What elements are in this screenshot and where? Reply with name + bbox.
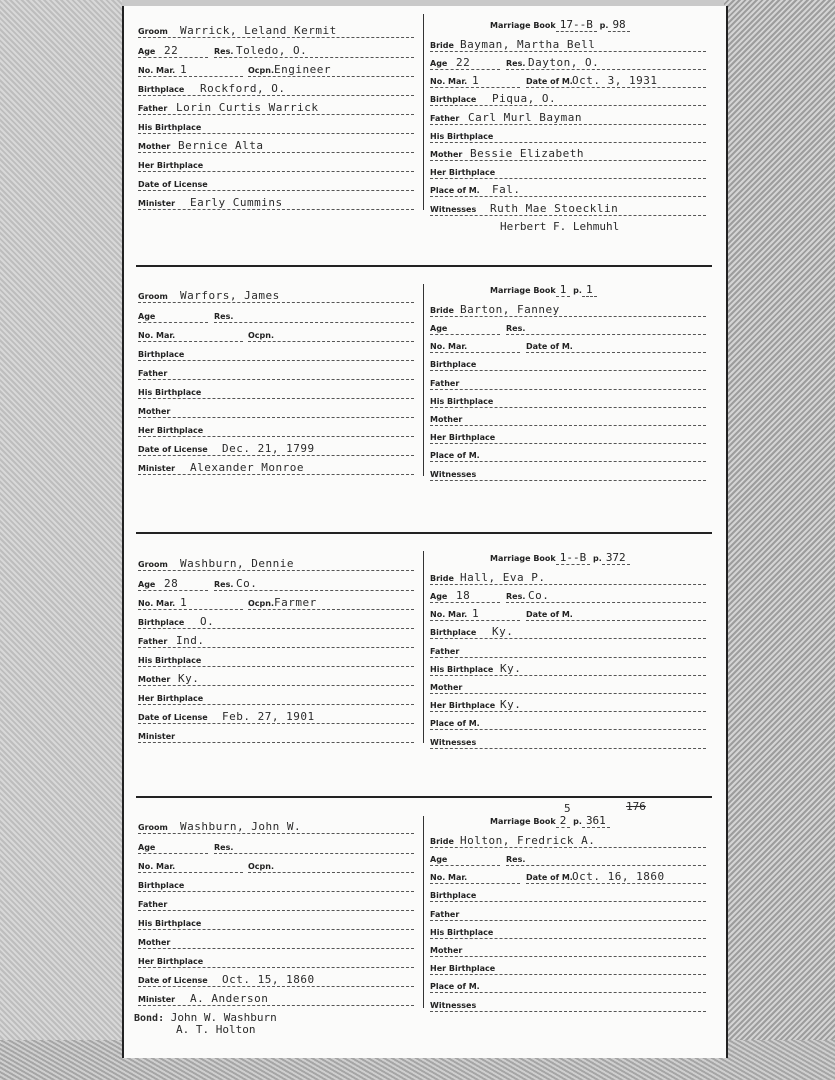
groom-minister-label: Minister	[138, 995, 176, 1004]
bride-place-of-m	[430, 716, 706, 730]
groom-minister-value: Alexander Monroe	[190, 461, 304, 474]
bride-name-value: Barton, Fanney	[460, 303, 560, 316]
groom-date-of-license-label: Date of License	[138, 976, 208, 985]
groom-age	[138, 840, 208, 854]
groom-minister-value: Early Cummins	[190, 196, 283, 209]
bride-witnesses-label: Witnesses	[430, 737, 477, 747]
groom-res-label: Res.	[214, 312, 234, 321]
groom-date-of-license	[138, 177, 414, 191]
bride-birthplace-value: Ky.	[492, 625, 514, 639]
bride-birthplace-label: Birthplace	[430, 891, 477, 901]
record-separator	[136, 265, 712, 267]
groom-name-label: Groom	[138, 27, 168, 36]
groom-birthplace	[138, 878, 414, 892]
bride-birthplace-label: Birthplace	[430, 95, 477, 105]
page-label: p.	[593, 554, 602, 563]
groom-ocpn	[248, 63, 414, 77]
bride-place-of-m	[430, 979, 706, 993]
column-divider	[423, 551, 424, 743]
groom-birthplace	[138, 82, 414, 96]
bride-birthplace	[430, 357, 706, 371]
bride-birthplace-label: Birthplace	[430, 360, 477, 370]
bride-her-birthplace-label: Her Birthplace	[430, 964, 496, 974]
bride-no-mar	[430, 607, 520, 621]
bride-name-value: Hall, Eva P.	[460, 571, 546, 584]
bride-father-label: Father	[430, 378, 460, 388]
bride-res-label: Res.	[506, 855, 526, 864]
groom-ocpn-label: Ocpn.	[248, 66, 275, 75]
groom-father-label: Father	[138, 104, 168, 113]
groom-father-label: Father	[138, 900, 168, 909]
groom-ocpn-label: Ocpn.	[248, 331, 275, 340]
groom-no-mar-value: 1	[180, 596, 188, 609]
groom-date-of-license	[138, 973, 414, 987]
column-divider	[423, 284, 424, 476]
bride-res-value: Dayton, O.	[528, 56, 600, 69]
groom-ocpn	[248, 328, 414, 342]
groom-res	[214, 309, 414, 323]
groom-father	[138, 897, 414, 911]
bride-date-of-m-value: Oct. 3, 1931	[572, 74, 658, 88]
bride-witness-second: Herbert F. Lehmuhl	[500, 219, 620, 233]
bride-his-birthplace	[430, 129, 706, 143]
bride-age-value: 18	[456, 589, 471, 602]
groom-mother-value: Bernice Alta	[178, 139, 264, 152]
bride-no-mar-value: 1	[472, 607, 480, 621]
bride-birthplace-value: Piqua, O.	[492, 92, 557, 106]
groom-minister-label: Minister	[138, 732, 176, 741]
groom-date-of-license-value: Dec. 21, 1799	[222, 442, 315, 455]
page-value: 361	[582, 814, 610, 828]
marriage-book-label: Marriage Book	[490, 286, 556, 295]
bride-mother-value: Bessie Elizabeth	[470, 147, 584, 160]
bride-name-label: Bride	[430, 41, 454, 50]
groom-ocpn-label: Ocpn.	[248, 599, 275, 608]
bride-age-value: 22	[456, 56, 471, 69]
bride-witnesses-label: Witnesses	[430, 469, 477, 479]
marriage-book-value: 1--B	[556, 551, 591, 565]
scan-edge-right	[724, 0, 835, 1080]
bride-date-of-m-label: Date of M.	[526, 610, 573, 620]
groom-father	[138, 366, 414, 380]
bride-no-mar	[430, 74, 520, 88]
groom-birthplace	[138, 615, 414, 629]
bride-her-birthplace-label: Her Birthplace	[430, 433, 496, 443]
bride-mother	[430, 412, 706, 426]
groom-age	[138, 577, 208, 591]
groom-minister	[138, 729, 414, 743]
bride-birthplace	[430, 888, 706, 902]
groom-minister	[138, 992, 414, 1006]
groom-his-birthplace-label: His Birthplace	[138, 919, 202, 928]
bride-witnesses-label: Witnesses	[430, 204, 477, 214]
groom-res-label: Res.	[214, 47, 234, 56]
bride-date-of-m-label: Date of M.	[526, 342, 573, 352]
groom-her-birthplace	[138, 954, 414, 968]
bride-age-label: Age	[430, 592, 448, 601]
bride-no-mar-label: No. Mar.	[430, 873, 468, 883]
groom-res-value: Co.	[236, 577, 258, 590]
bride-place-of-m-label: Place of M.	[430, 186, 480, 196]
groom-minister	[138, 461, 414, 475]
groom-no-mar	[138, 859, 243, 873]
groom-date-of-license-value: Oct. 15, 1860	[222, 973, 315, 986]
groom-his-birthplace-label: His Birthplace	[138, 123, 202, 132]
groom-name	[138, 820, 414, 834]
bride-res-label: Res.	[506, 324, 526, 333]
bride-name-label: Bride	[430, 574, 454, 583]
groom-his-birthplace	[138, 385, 414, 399]
groom-name-label: Groom	[138, 292, 168, 301]
page-label: p.	[573, 286, 582, 295]
bride-his-birthplace-label: His Birthplace	[430, 131, 494, 141]
struck-page-number: 176	[626, 800, 646, 813]
groom-name-label: Groom	[138, 560, 168, 569]
marriage-book-label: Marriage Book	[490, 554, 556, 563]
marriage-book-ref	[490, 551, 630, 564]
bride-birthplace	[430, 625, 706, 639]
marriage-book-ref	[490, 814, 610, 827]
bride-witnesses	[430, 202, 706, 216]
bride-witnesses-label: Witnesses	[430, 1000, 477, 1010]
groom-father-label: Father	[138, 637, 168, 646]
bride-name-label: Bride	[430, 306, 454, 315]
bride-his-birthplace	[430, 925, 706, 939]
bride-no-mar	[430, 870, 520, 884]
groom-his-birthplace-label: His Birthplace	[138, 656, 202, 665]
bride-his-birthplace-label: His Birthplace	[430, 664, 494, 674]
bride-witnesses	[430, 735, 706, 749]
bond-value: John W. Washburn	[170, 1011, 277, 1024]
bride-res-value: Co.	[528, 589, 550, 602]
page-value: 98	[608, 18, 629, 32]
bride-place-of-m-label: Place of M.	[430, 451, 480, 461]
bride-age	[430, 852, 500, 866]
marriage-book-label: Marriage Book	[490, 817, 556, 826]
bride-date-of-m	[526, 870, 706, 884]
struck-book-number: 5	[564, 802, 571, 815]
bride-age-label: Age	[430, 324, 448, 333]
bride-date-of-m	[526, 607, 706, 621]
marriage-book-label: Marriage Book	[490, 21, 556, 30]
bride-father	[430, 111, 706, 125]
bride-mother-label: Mother	[430, 946, 463, 955]
groom-ocpn-value: Farmer	[274, 596, 317, 609]
groom-birthplace	[138, 347, 414, 361]
bride-father	[430, 376, 706, 390]
groom-age-value: 22	[164, 44, 179, 57]
groom-mother	[138, 935, 414, 949]
groom-no-mar-label: No. Mar.	[138, 599, 176, 608]
bride-age	[430, 56, 500, 70]
groom-name-value: Warfors, James	[180, 289, 280, 302]
groom-father	[138, 101, 414, 115]
groom-father	[138, 634, 414, 648]
bride-father-value: Carl Murl Bayman	[468, 110, 582, 124]
bride-no-mar-label: No. Mar.	[430, 342, 468, 352]
groom-her-birthplace-label: Her Birthplace	[138, 957, 204, 966]
bride-mother-label: Mother	[430, 150, 463, 159]
bride-her-birthplace-value: Ky.	[500, 698, 522, 712]
groom-minister-label: Minister	[138, 464, 176, 473]
groom-date-of-license-value: Feb. 27, 1901	[222, 710, 315, 723]
groom-his-birthplace	[138, 120, 414, 134]
bride-no-mar-value: 1	[472, 74, 480, 88]
groom-no-mar	[138, 596, 243, 610]
groom-birthplace-value: O.	[200, 615, 215, 628]
groom-name-value: Washburn, John W.	[180, 820, 302, 833]
groom-res-value: Toledo, O.	[236, 44, 308, 57]
groom-age-label: Age	[138, 47, 156, 56]
bride-witnesses-value: Ruth Mae Stoecklin	[490, 201, 619, 215]
bride-her-birthplace	[430, 430, 706, 444]
groom-birthplace-label: Birthplace	[138, 85, 185, 94]
page-value: 372	[602, 551, 630, 565]
marriage-book-value: 17--B	[556, 18, 597, 32]
bride-res	[506, 589, 706, 603]
groom-minister	[138, 196, 414, 210]
groom-name	[138, 557, 414, 571]
groom-her-birthplace-label: Her Birthplace	[138, 161, 204, 170]
bride-father-label: Father	[430, 113, 460, 123]
bride-no-mar-label: No. Mar.	[430, 610, 468, 620]
groom-no-mar-value: 1	[180, 63, 188, 76]
groom-birthplace-value: Rockford, O.	[200, 82, 286, 95]
groom-mother-label: Mother	[138, 938, 171, 947]
groom-date-of-license-label: Date of License	[138, 445, 208, 454]
groom-minister-value: A. Anderson	[190, 992, 269, 1005]
record-separator	[136, 796, 712, 798]
groom-res	[214, 840, 414, 854]
groom-her-birthplace	[138, 691, 414, 705]
groom-her-birthplace	[138, 423, 414, 437]
groom-father-label: Father	[138, 369, 168, 378]
groom-age-label: Age	[138, 312, 156, 321]
groom-res-label: Res.	[214, 843, 234, 852]
bride-date-of-m-value: Oct. 16, 1860	[572, 870, 665, 884]
groom-res	[214, 577, 414, 591]
bride-res-label: Res.	[506, 59, 526, 68]
groom-his-birthplace-label: His Birthplace	[138, 388, 202, 397]
groom-her-birthplace	[138, 158, 414, 172]
bride-no-mar	[430, 339, 520, 353]
groom-name	[138, 24, 414, 38]
bride-place-of-m	[430, 448, 706, 462]
groom-date-of-license-label: Date of License	[138, 180, 208, 189]
column-divider	[423, 816, 424, 1008]
groom-minister-label: Minister	[138, 199, 176, 208]
marriage-book-value: 1	[556, 283, 571, 297]
groom-name-label: Groom	[138, 823, 168, 832]
bride-her-birthplace	[430, 961, 706, 975]
bride-age	[430, 589, 500, 603]
bond-value-second: A. T. Holton	[176, 1023, 256, 1036]
bride-age-label: Age	[430, 59, 448, 68]
groom-ocpn-label: Ocpn.	[248, 862, 275, 871]
bride-her-birthplace	[430, 698, 706, 712]
bond-label: Bond:	[134, 1013, 165, 1024]
groom-name-value: Washburn, Dennie	[180, 557, 294, 570]
marriage-record-page	[122, 6, 728, 1058]
bride-place-of-m-label: Place of M.	[430, 719, 480, 729]
marriage-book-value: 2	[556, 814, 571, 828]
groom-age	[138, 309, 208, 323]
groom-name-value: Warrick, Leland Kermit	[180, 24, 337, 37]
bride-name-value: Bayman, Martha Bell	[460, 38, 596, 51]
groom-no-mar	[138, 63, 243, 77]
groom-birthplace-label: Birthplace	[138, 350, 185, 359]
groom-date-of-license	[138, 442, 414, 456]
groom-age-value: 28	[164, 577, 179, 590]
groom-no-mar	[138, 328, 243, 342]
groom-her-birthplace-label: Her Birthplace	[138, 426, 204, 435]
groom-date-of-license	[138, 710, 414, 724]
groom-mother-value: Ky.	[178, 672, 200, 685]
bride-name-value: Holton, Fredrick A.	[460, 834, 596, 847]
page-value: 1	[582, 283, 597, 297]
groom-age-label: Age	[138, 580, 156, 589]
bride-place-of-m	[430, 183, 706, 197]
bride-her-birthplace-label: Her Birthplace	[430, 701, 496, 711]
marriage-book-ref	[490, 283, 597, 296]
bride-no-mar-label: No. Mar.	[430, 77, 468, 87]
bride-father-label: Father	[430, 909, 460, 919]
scan-edge-left	[0, 0, 122, 1080]
groom-his-birthplace	[138, 916, 414, 930]
bride-name	[430, 38, 706, 52]
groom-mother	[138, 139, 414, 153]
groom-age-label: Age	[138, 843, 156, 852]
bride-birthplace	[430, 92, 706, 106]
groom-mother	[138, 672, 414, 686]
bride-age	[430, 321, 500, 335]
groom-res-label: Res.	[214, 580, 234, 589]
bride-date-of-m-label: Date of M.	[526, 77, 573, 87]
groom-father-value: Lorin Curtis Warrick	[176, 101, 319, 114]
bride-father	[430, 907, 706, 921]
groom-father-value: Ind.	[176, 634, 205, 647]
bride-res	[506, 321, 706, 335]
groom-birthplace-label: Birthplace	[138, 881, 185, 890]
groom-his-birthplace	[138, 653, 414, 667]
bride-date-of-m	[526, 74, 706, 88]
bride-res	[506, 56, 706, 70]
bride-father-label: Father	[430, 646, 460, 656]
groom-no-mar-label: No. Mar.	[138, 331, 176, 340]
groom-mother	[138, 404, 414, 418]
bride-father	[430, 644, 706, 658]
record-separator	[136, 532, 712, 534]
column-divider	[423, 14, 424, 210]
bride-place-of-m-value: Fal.	[492, 183, 521, 197]
bride-res	[506, 852, 706, 866]
bride-date-of-m-label: Date of M.	[526, 873, 573, 883]
bride-mother	[430, 943, 706, 957]
groom-mother-label: Mother	[138, 142, 171, 151]
bride-his-birthplace-value: Ky.	[500, 661, 522, 675]
bride-witnesses	[430, 998, 706, 1012]
groom-ocpn	[248, 596, 414, 610]
bride-her-birthplace-label: Her Birthplace	[430, 168, 496, 178]
groom-date-of-license-label: Date of License	[138, 713, 208, 722]
bride-res-label: Res.	[506, 592, 526, 601]
bride-mother	[430, 680, 706, 694]
bride-date-of-m	[526, 339, 706, 353]
groom-no-mar-label: No. Mar.	[138, 862, 176, 871]
page-label: p.	[599, 21, 609, 30]
bride-his-birthplace	[430, 662, 706, 676]
groom-mother-label: Mother	[138, 675, 171, 684]
groom-ocpn	[248, 859, 414, 873]
bride-mother-label: Mother	[430, 415, 463, 424]
groom-ocpn-value: Engineer	[274, 63, 331, 76]
bride-name	[430, 834, 706, 848]
bride-name	[430, 303, 706, 317]
marriage-book-ref	[490, 18, 630, 31]
bride-witnesses	[430, 467, 706, 481]
bride-mother-label: Mother	[430, 683, 463, 692]
bride-her-birthplace	[430, 165, 706, 179]
groom-name	[138, 289, 414, 303]
bride-name-label: Bride	[430, 837, 454, 846]
bride-his-birthplace-label: His Birthplace	[430, 927, 494, 937]
bride-birthplace-label: Birthplace	[430, 628, 477, 638]
groom-her-birthplace-label: Her Birthplace	[138, 694, 204, 703]
bride-his-birthplace	[430, 394, 706, 408]
bride-his-birthplace-label: His Birthplace	[430, 396, 494, 406]
bride-place-of-m-label: Place of M.	[430, 982, 480, 992]
groom-res	[214, 44, 414, 58]
groom-birthplace-label: Birthplace	[138, 618, 185, 627]
groom-mother-label: Mother	[138, 407, 171, 416]
groom-no-mar-label: No. Mar.	[138, 66, 176, 75]
page-label: p.	[573, 817, 582, 826]
bride-name	[430, 571, 706, 585]
bride-age-label: Age	[430, 855, 448, 864]
bride-mother	[430, 147, 706, 161]
groom-age	[138, 44, 208, 58]
